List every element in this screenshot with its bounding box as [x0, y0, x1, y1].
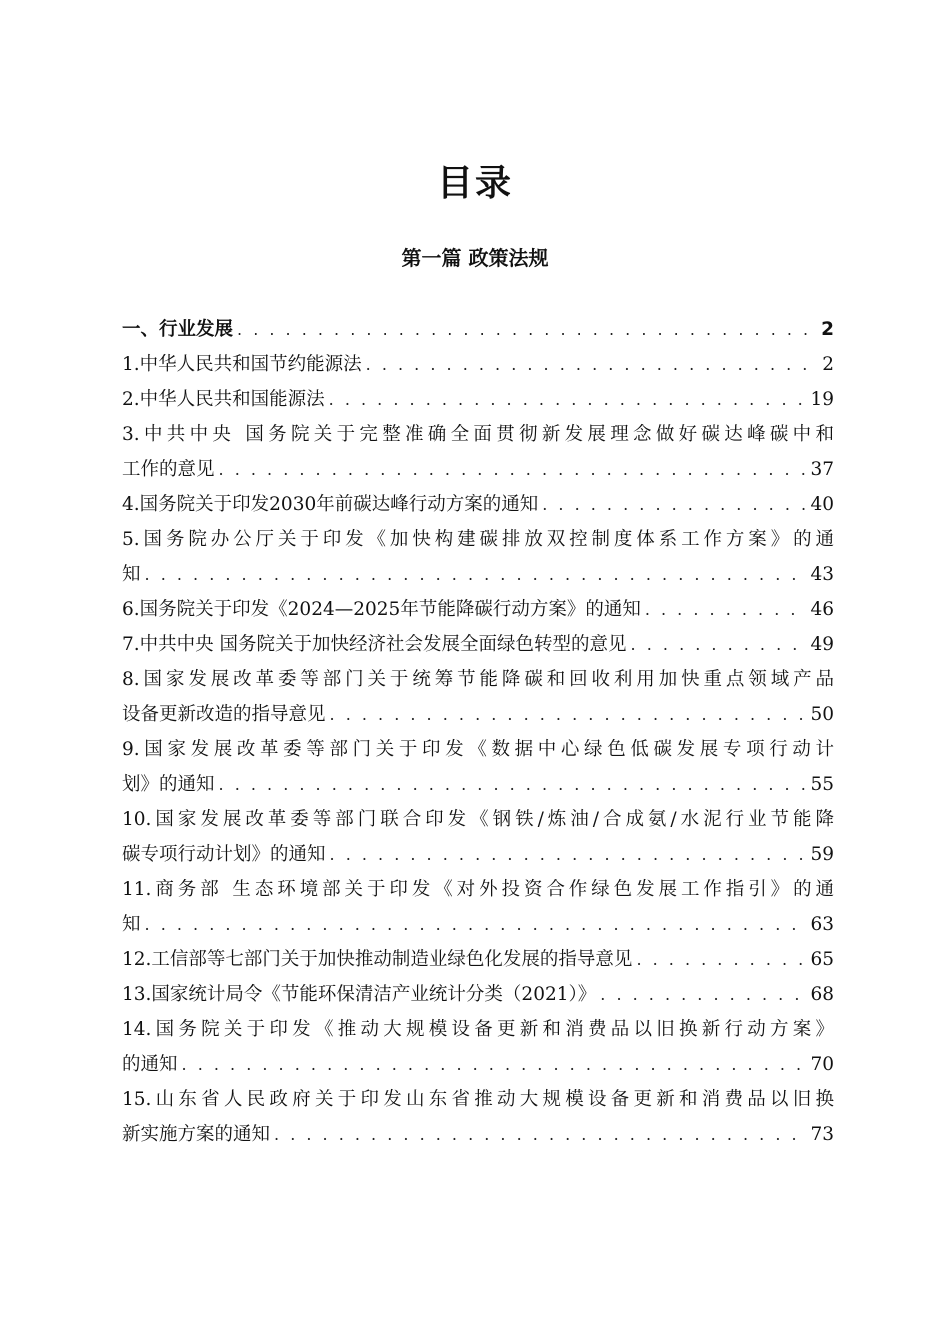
- toc-page-number: 50: [810, 704, 834, 725]
- leader-dots: [330, 837, 807, 872]
- toc-entry-title-line2: 的通知: [122, 1054, 178, 1075]
- toc-line: [122, 942, 834, 977]
- toc-entry-title-line1: 11.商务部 生态环境部关于印发《对外投资合作绿色发展工作指引》的通: [122, 879, 834, 900]
- toc-section-label: 一、行业发展: [122, 319, 234, 340]
- toc-page-number: 46: [810, 599, 834, 620]
- toc-entry-title-line2: 工作的意见: [122, 459, 215, 480]
- toc-page-number: 2: [822, 354, 834, 375]
- toc-page-number: 59: [810, 844, 834, 865]
- toc-section-heading[interactable]: [122, 312, 834, 347]
- toc-entry-title: 6.国务院关于印发《2024—2025年节能降碳行动方案》的通知: [122, 599, 641, 620]
- toc-page-number: 65: [810, 949, 834, 970]
- leader-dots: [600, 977, 806, 1012]
- toc-entry[interactable]: [122, 592, 834, 627]
- toc-entry-title: 4.国务院关于印发2030年前碳达峰行动方案的通知: [122, 494, 539, 515]
- toc-line: [122, 767, 834, 802]
- toc-entry-title-line1: 3.中共中央 国务院关于完整准确全面贯彻新发展理念做好碳达峰碳中和: [122, 424, 834, 445]
- toc-entry-title-line1: 15.山东省人民政府关于印发山东省推动大规模设备更新和消费品以旧换: [122, 1089, 834, 1110]
- toc-entry[interactable]: [122, 347, 834, 382]
- toc-line: [122, 592, 834, 627]
- leader-dots: [145, 557, 807, 592]
- table-of-contents: [122, 312, 834, 1152]
- toc-entry[interactable]: [122, 942, 834, 977]
- toc-entry[interactable]: [122, 732, 834, 802]
- toc-entry-title-line2: 设备更新改造的指导意见: [122, 704, 326, 725]
- toc-entry-title-line1: 14.国务院关于印发《推动大规模设备更新和消费品以旧换新行动方案》: [122, 1019, 834, 1040]
- toc-entry[interactable]: [122, 417, 834, 487]
- toc-entry[interactable]: [122, 872, 834, 942]
- toc-page-number: 37: [810, 459, 834, 480]
- leader-dots: [219, 452, 807, 487]
- leader-dots: [329, 382, 807, 417]
- toc-page-number: 63: [810, 914, 834, 935]
- toc-entry[interactable]: [122, 977, 834, 1012]
- leader-dots: [645, 592, 807, 627]
- toc-entry-title: 7.中共中央 国务院关于加快经济社会发展全面绿色转型的意见: [122, 634, 627, 655]
- leader-dots: [542, 487, 806, 522]
- toc-entry-title-line2: 新实施方案的通知: [122, 1124, 271, 1145]
- toc-page-number: 43: [810, 564, 834, 585]
- toc-entry[interactable]: [122, 662, 834, 732]
- toc-line: [122, 557, 834, 592]
- part-title: 第一篇 政策法规: [401, 246, 549, 270]
- toc-entry-title: 1.中华人民共和国节约能源法: [122, 354, 362, 375]
- leader-dots: [631, 627, 807, 662]
- toc-line: [122, 1117, 834, 1152]
- toc-entry[interactable]: [122, 522, 834, 592]
- toc-line: [122, 1047, 834, 1082]
- toc-entry-title-line2: 划》的通知: [122, 774, 215, 795]
- toc-entry[interactable]: [122, 1012, 834, 1082]
- toc-line: [122, 697, 834, 732]
- toc-entry-title-line2: 知: [122, 914, 141, 935]
- toc-entry[interactable]: [122, 627, 834, 662]
- toc-page-number: 2: [821, 319, 834, 340]
- toc-line: [122, 382, 834, 417]
- leader-dots: [636, 942, 806, 977]
- toc-line: [122, 347, 834, 382]
- toc-page-number: 68: [810, 984, 834, 1005]
- toc-line: [122, 487, 834, 522]
- leader-dots: [366, 347, 808, 382]
- toc-entry-title: 12.工信部等七部门关于加快推动制造业绿色化发展的指导意见: [122, 949, 633, 970]
- leader-dots: [219, 767, 807, 802]
- toc-page-number: 19: [810, 389, 834, 410]
- leader-dots: [182, 1047, 807, 1082]
- toc-entry-title-line2: 碳专项行动计划》的通知: [122, 844, 326, 865]
- toc-entry-title-line2: 知: [122, 564, 141, 585]
- toc-entry-title: 13.国家统计局令《节能环保清洁产业统计分类（2021）》: [122, 984, 597, 1005]
- toc-entry[interactable]: [122, 802, 834, 872]
- toc-page-number: 73: [810, 1124, 834, 1145]
- toc-entry-title-line1: 5.国务院办公厅关于印发《加快构建碳排放双控制度体系工作方案》的通: [122, 529, 834, 550]
- toc-entry-title-line1: 8.国家发展改革委等部门关于统筹节能降碳和回收利用加快重点领域产品: [122, 669, 834, 690]
- leader-dots: [330, 697, 807, 732]
- toc-page-number: 40: [810, 494, 834, 515]
- toc-page-number: 70: [810, 1054, 834, 1075]
- toc-entry-title: 2.中华人民共和国能源法: [122, 389, 325, 410]
- toc-page-number: 49: [810, 634, 834, 655]
- toc-page-number: 55: [810, 774, 834, 795]
- toc-line: [122, 627, 834, 662]
- toc-entry-list: [122, 347, 834, 1152]
- toc-entry[interactable]: [122, 487, 834, 522]
- toc-entry-title-line1: 10.国家发展改革委等部门联合印发《钢铁/炼油/合成氨/水泥行业节能降: [122, 809, 834, 830]
- toc-line: [122, 907, 834, 942]
- toc-line: [122, 977, 834, 1012]
- toc-entry-title-line1: 9.国家发展改革委等部门关于印发《数据中心绿色低碳发展专项行动计: [122, 739, 834, 760]
- leader-dots: [237, 312, 808, 347]
- toc-line: [122, 452, 834, 487]
- leader-dots: [274, 1117, 806, 1152]
- page-title: 目录: [436, 162, 513, 204]
- toc-entry[interactable]: [122, 382, 834, 417]
- toc-entry[interactable]: [122, 1082, 834, 1152]
- leader-dots: [145, 907, 807, 942]
- toc-line: [122, 312, 834, 347]
- toc-line: [122, 837, 834, 872]
